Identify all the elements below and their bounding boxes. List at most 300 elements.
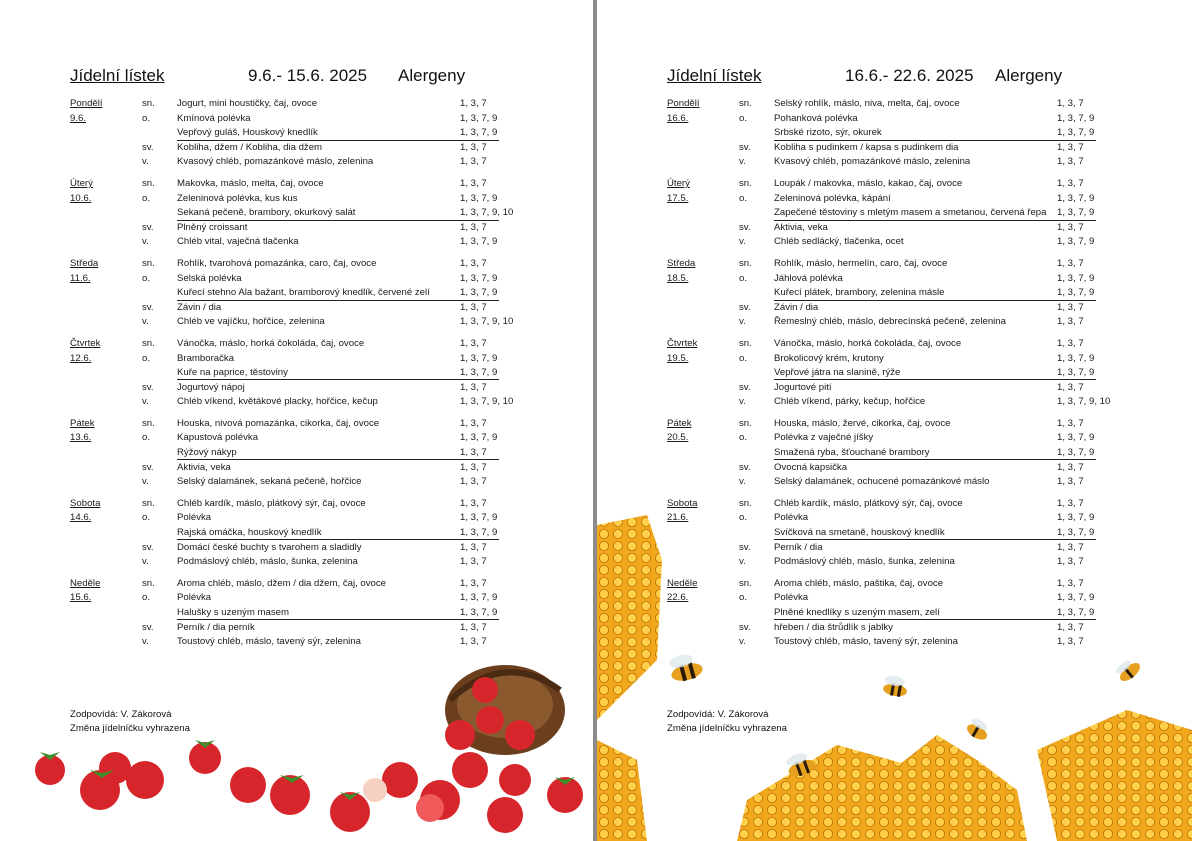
meal-type: v. <box>739 636 746 648</box>
day-name: Neděle <box>667 577 698 589</box>
allergen-codes: 1, 3, 7, 9 <box>460 112 498 124</box>
dish-name: Kuře na paprice, těstoviny <box>177 367 288 379</box>
day-date: 14.6. <box>70 512 92 524</box>
allergen-codes: 1, 3, 7, 9 <box>1057 527 1095 539</box>
menu-row <box>70 395 530 410</box>
menu-date-range: 9.6.- 15.6. 2025 <box>248 66 368 85</box>
meal-type: o. <box>739 352 748 364</box>
menu-row <box>70 431 530 446</box>
menu-row <box>667 141 1127 156</box>
menu-row <box>70 541 530 556</box>
dish-name: Kobliha s pudinkem / kapsa s pudinkem dia <box>774 141 959 153</box>
allergen-codes: 1, 3, 7, 9 <box>1057 287 1095 299</box>
day-name: Úterý <box>70 177 93 189</box>
dish-name: Svíčková na smetaně, houskový knedlík <box>774 527 945 539</box>
allergen-codes: 1, 3, 7, 9, 10 <box>460 207 514 219</box>
allergen-codes: 1, 3, 7 <box>460 636 487 648</box>
dish-name: Aktivia, veka <box>177 461 231 473</box>
day-name: Sobota <box>667 497 698 509</box>
allergen-codes: 1, 3, 7, 9 <box>460 127 498 139</box>
menu-row <box>667 635 1127 650</box>
menu-row <box>70 155 530 170</box>
meal-type: v. <box>739 236 746 248</box>
meal-type: v. <box>142 556 149 568</box>
day-date: 11.6. <box>70 272 91 284</box>
menu-row <box>70 591 530 606</box>
meal-type: v. <box>739 556 746 568</box>
dish-name: Řemeslný chléb, máslo, debrecínská pečeně, zelenina <box>774 316 1006 328</box>
allergen-codes: 1, 3, 7, 9 <box>1057 127 1095 139</box>
dish-name: Selský dalamánek, sekaná pečeně, hořčice <box>177 476 362 488</box>
meal-type: o. <box>739 592 748 604</box>
menu-row <box>70 621 530 636</box>
dish-name: Selský dalamánek, ochucené pomazánkové máslo <box>774 476 990 488</box>
meal-type: sn. <box>142 577 155 589</box>
dish-name: Aroma chléb, máslo, džem / dia džem, čaj, ovoce <box>177 577 387 589</box>
dish-name: Rohlík, máslo, hermelín, caro, čaj, ovoce <box>774 257 948 269</box>
dish-name: Bramboračka <box>177 352 235 364</box>
menu-row <box>667 301 1127 316</box>
allergen-codes: 1, 3, 7 <box>460 337 487 349</box>
meal-type: sv. <box>142 461 154 473</box>
day-block <box>70 177 530 250</box>
day-name: Pondělí <box>70 98 103 109</box>
day-date: 13.6. <box>70 432 92 444</box>
menu-row <box>70 301 530 316</box>
menu-row <box>70 366 530 381</box>
menu-row <box>667 417 1127 432</box>
meal-type: sn. <box>739 337 752 349</box>
day-name: Sobota <box>70 497 101 509</box>
dish-name: Perník / dia <box>774 541 823 553</box>
dish-name: Chléb víkend, květákové placky, hořčice, kečup <box>177 396 378 408</box>
allergen-codes: 1, 3, 7, 9 <box>460 432 498 444</box>
allergen-codes: 1, 3, 7 <box>1057 497 1084 509</box>
day-block <box>667 577 1127 650</box>
meal-type: o. <box>142 272 151 284</box>
menu-row <box>667 511 1127 526</box>
menu-row <box>667 621 1127 636</box>
dish-name: Podmáslový chléb, máslo, šunka, zelenina <box>177 556 358 568</box>
menu-footer <box>70 708 190 736</box>
dish-name: Kobliha, džem / Kobliha, dia džem <box>177 141 323 153</box>
dish-name: Chléb sedlácký, tlačenka, ocet <box>774 236 904 248</box>
menu-row <box>70 177 530 192</box>
change-notice: Změna jídelníčku vyhrazena <box>667 723 787 734</box>
meal-type: sv. <box>739 301 751 313</box>
meal-type: sn. <box>142 497 155 509</box>
dish-name: Jogurt, mini houstičky, čaj, ovoce <box>177 98 318 109</box>
day-block <box>667 257 1127 330</box>
day-block <box>667 337 1127 410</box>
meal-type: sv. <box>142 221 154 233</box>
menu-row <box>70 337 530 352</box>
day-name: Čtvrtek <box>70 337 101 349</box>
allergen-codes: 1, 3, 7, 9 <box>1057 207 1095 219</box>
dish-name: Polévka z vaječné jíšky <box>774 432 874 444</box>
day-name: Pátek <box>70 417 95 429</box>
meal-type: v. <box>739 156 746 168</box>
menu-row <box>667 286 1127 301</box>
dish-name: Polévka <box>774 512 809 524</box>
meal-type: sv. <box>739 221 751 233</box>
menu-row <box>70 461 530 476</box>
menu-row <box>70 381 530 396</box>
allergen-codes: 1, 3, 7 <box>460 98 487 109</box>
allergen-codes: 1, 3, 7 <box>460 497 487 509</box>
allergen-codes: 1, 3, 7 <box>1057 476 1084 488</box>
day-name: Středa <box>667 257 696 269</box>
dish-name: Chléb kardík, máslo, plátkový sýr, čaj, ovoce <box>177 497 366 509</box>
allergen-codes: 1, 3, 7, 9, 10 <box>1057 396 1111 408</box>
allergen-codes: 1, 3, 7 <box>1057 221 1084 233</box>
dish-name: Zapečené těstoviny s mletým masem a smetanou, červená řepa <box>774 207 1047 219</box>
menu-row <box>667 177 1127 192</box>
dish-name: Loupák / makovka, máslo, kakao, čaj, ovoce <box>774 177 963 189</box>
allergen-codes: 1, 3, 7 <box>1057 257 1084 269</box>
meal-type: v. <box>142 636 149 648</box>
day-date: 15.6. <box>70 592 92 604</box>
allergen-codes: 1, 3, 7, 9 <box>1057 607 1095 618</box>
meal-type: o. <box>739 112 748 124</box>
allergen-codes: 1, 3, 7, 9 <box>460 592 498 604</box>
allergen-codes: 1, 3, 7 <box>460 156 487 168</box>
allergen-codes: 1, 3, 7, 9 <box>1057 112 1095 124</box>
day-block <box>667 497 1127 570</box>
dish-name: Rajská omáčka, houskový knedlík <box>177 527 322 539</box>
allergen-codes: 1, 3, 7 <box>460 621 487 633</box>
responsible-person: Zodpovídá: V. Zákorová <box>667 709 769 720</box>
day-date: 16.6. <box>667 112 689 124</box>
menu-row <box>70 417 530 432</box>
dish-name: Závin / dia <box>177 301 222 313</box>
menu-row <box>70 555 530 570</box>
allergen-codes: 1, 3, 7, 9 <box>1057 432 1095 444</box>
meal-type: o. <box>142 112 151 124</box>
day-name: Středa <box>70 257 99 269</box>
meal-type: o. <box>739 192 748 204</box>
allergen-codes: 1, 3, 7, 9 <box>460 352 498 364</box>
dish-name: Srbské rizoto, sýr, okurek <box>774 127 882 139</box>
day-date: 10.6. <box>70 192 92 204</box>
dish-name: Selský rohlík, máslo, niva, melta, čaj, ovoce <box>774 98 960 109</box>
allergen-codes: 1, 3, 7, 9 <box>1057 192 1095 204</box>
meal-type: sn. <box>142 257 155 269</box>
menu-page-week-1 <box>0 0 593 841</box>
menu-row <box>667 315 1127 330</box>
menu-row <box>667 272 1127 287</box>
menu-row <box>667 497 1127 512</box>
allergen-codes: 1, 3, 7 <box>1057 141 1084 153</box>
dish-name: Halušky s uzeným masem <box>177 607 289 618</box>
allergen-codes: 1, 3, 7, 9 <box>460 512 498 524</box>
dish-name: Jogurtové pití <box>774 381 832 393</box>
meal-type: sn. <box>739 257 752 269</box>
menu-row <box>667 112 1127 127</box>
menu-row <box>667 97 1127 112</box>
allergen-codes: 1, 3, 7 <box>460 221 487 233</box>
menu-row <box>70 446 530 461</box>
allergen-codes: 1, 3, 7 <box>1057 156 1084 168</box>
meal-type: sn. <box>739 177 752 189</box>
allergen-codes: 1, 3, 7 <box>460 476 487 488</box>
day-name: Úterý <box>667 177 690 189</box>
dish-name: Jogurtový nápoj <box>177 381 245 393</box>
menu-row <box>70 272 530 287</box>
dish-name: Rohlík, tvarohová pomazánka, caro, čaj, ovoce <box>177 257 377 269</box>
meal-type: v. <box>739 316 746 328</box>
menu-row <box>667 541 1127 556</box>
menu-row <box>70 577 530 592</box>
dish-name: Závin / dia <box>774 301 819 313</box>
allergen-codes: 1, 3, 7 <box>1057 301 1084 313</box>
meal-type: o. <box>739 512 748 524</box>
allergen-codes: 1, 3, 7 <box>1057 577 1084 589</box>
meal-type: o. <box>142 512 151 524</box>
allergen-codes: 1, 3, 7 <box>460 417 487 429</box>
menu-row <box>667 257 1127 272</box>
day-block <box>667 417 1127 490</box>
menu-row <box>667 431 1127 446</box>
allergen-codes: 1, 3, 7, 9 <box>460 527 498 539</box>
dish-name: Plněný croissant <box>177 221 248 233</box>
menu-row <box>70 352 530 367</box>
meal-type: v. <box>142 316 149 328</box>
allergen-codes: 1, 3, 7 <box>460 141 487 153</box>
dish-name: Plněné knedlíky s uzeným masem, zelí <box>774 607 940 618</box>
dish-name: Toustový chléb, máslo, tavený sýr, zelenina <box>774 636 958 648</box>
menu-row <box>70 511 530 526</box>
dish-name: Kvasový chléb, pomazánkové máslo, zelenina <box>177 156 374 168</box>
day-block <box>70 497 530 570</box>
dish-name: Chléb ve vajíčku, hořčice, zelenina <box>177 316 325 328</box>
allergens-heading: Alergeny <box>398 66 466 85</box>
dish-name: Kuřecí stehno Ala bažant, bramborový knedlík, červené zelí <box>177 287 430 299</box>
allergen-codes: 1, 3, 7, 9 <box>460 607 498 618</box>
meal-type: o. <box>142 192 151 204</box>
menu-header <box>667 66 1107 90</box>
menu-row <box>667 155 1127 170</box>
meal-type: sn. <box>142 337 155 349</box>
day-block <box>70 577 530 650</box>
meal-type: sn. <box>739 417 752 429</box>
day-name: Čtvrtek <box>667 337 698 349</box>
day-name: Pondělí <box>667 98 700 109</box>
meal-type: sv. <box>142 141 154 153</box>
meal-type: sv. <box>739 621 751 633</box>
menu-row <box>667 352 1127 367</box>
allergen-codes: 1, 3, 7 <box>1057 98 1084 109</box>
dish-name: Houska, nivová pomazánka, cikorka, čaj, ovoce <box>177 417 380 429</box>
meal-type: o. <box>739 272 748 284</box>
menu-row <box>667 206 1127 221</box>
menu-row <box>70 497 530 512</box>
meal-type: sn. <box>739 577 752 589</box>
dish-name: Aktivia, veka <box>774 221 828 233</box>
menu-row <box>70 635 530 650</box>
menu-row <box>667 381 1127 396</box>
allergen-codes: 1, 3, 7, 9 <box>1057 447 1095 459</box>
responsible-person: Zodpovídá: V. Zákorová <box>70 709 172 720</box>
dish-name: Ovocná kapsička <box>774 461 848 473</box>
menu-row <box>667 577 1127 592</box>
allergen-codes: 1, 3, 7, 9 <box>1057 236 1095 248</box>
allergen-codes: 1, 3, 7 <box>460 381 487 393</box>
menu-row <box>70 257 530 272</box>
allergen-codes: 1, 3, 7, 9 <box>460 236 498 248</box>
allergen-codes: 1, 3, 7, 9 <box>1057 512 1095 524</box>
day-date: 9.6. <box>70 112 87 124</box>
dish-name: Zeleninová polévka, kápání <box>774 192 891 204</box>
meal-type: sv. <box>739 461 751 473</box>
meal-type: sv. <box>739 541 751 553</box>
menu-row <box>667 192 1127 207</box>
dish-name: Jáhlová polévka <box>774 272 843 284</box>
allergen-codes: 1, 3, 7, 9 <box>460 287 498 299</box>
meal-type: o. <box>142 352 151 364</box>
dish-name: Chléb víkend, párky, kečup, hořčice <box>774 396 926 408</box>
menu-row <box>70 221 530 236</box>
allergen-codes: 1, 3, 7 <box>1057 177 1084 189</box>
day-name: Pátek <box>667 417 692 429</box>
meal-type: sv. <box>142 381 154 393</box>
day-name: Neděle <box>70 577 101 589</box>
allergen-codes: 1, 3, 7, 9 <box>1057 367 1095 379</box>
day-date: 21.6. <box>667 512 689 524</box>
menu-row <box>70 606 530 621</box>
menu-page-week-2 <box>597 0 1192 841</box>
dish-name: Kuřecí plátek, brambory, zelenina másle <box>774 287 945 299</box>
dish-name: Pohanková polévka <box>774 112 858 124</box>
menu-table <box>70 97 530 657</box>
meal-type: o. <box>739 432 748 444</box>
dish-name: Zeleninová polévka, kus kus <box>177 192 298 204</box>
meal-type: sv. <box>739 141 751 153</box>
allergen-codes: 1, 3, 7, 9 <box>460 367 498 379</box>
day-date: 22.6. <box>667 592 689 604</box>
meal-type: o. <box>142 592 151 604</box>
dish-name: Rýžový nákyp <box>177 447 237 459</box>
menu-row <box>70 315 530 330</box>
day-date: 17.5. <box>667 192 689 204</box>
meal-type: o. <box>142 432 151 444</box>
meal-type: sn. <box>739 98 752 109</box>
menu-header <box>70 66 510 90</box>
allergen-codes: 1, 3, 7, 9 <box>1057 352 1095 364</box>
dish-name: Houska, máslo, žervé, cikorka, čaj, ovoce <box>774 417 951 429</box>
allergens-heading: Alergeny <box>995 66 1063 85</box>
menu-footer <box>667 708 787 736</box>
dish-name: Perník / dia perník <box>177 621 255 633</box>
menu-row <box>667 337 1127 352</box>
meal-type: sn. <box>739 497 752 509</box>
day-date: 18.5. <box>667 272 689 284</box>
meal-type: v. <box>142 476 149 488</box>
menu-row <box>70 286 530 301</box>
meal-type: v. <box>739 396 746 408</box>
allergen-codes: 1, 3, 7 <box>460 257 487 269</box>
allergen-codes: 1, 3, 7 <box>1057 541 1084 553</box>
dish-name: Smažená ryba, šťouchané brambory <box>774 447 930 459</box>
day-block <box>667 97 1127 170</box>
menu-row <box>667 235 1127 250</box>
dish-name: Chléb vital, vaječná tlačenka <box>177 236 299 248</box>
menu-title: Jídelní lístek <box>70 66 165 85</box>
allergen-codes: 1, 3, 7 <box>460 461 487 473</box>
allergen-codes: 1, 3, 7 <box>460 301 487 313</box>
menu-row <box>70 112 530 127</box>
dish-name: Brokolicový krém, krutony <box>774 352 884 364</box>
dish-name: Aroma chléb, máslo, paštika, čaj, ovoce <box>774 577 944 589</box>
allergen-codes: 1, 3, 7, 9 <box>1057 592 1095 604</box>
dish-name: Selská polévka <box>177 272 242 284</box>
dish-name: Makovka, máslo, melta, čaj, ovoce <box>177 177 324 189</box>
dish-name: Vepřový guláš, Houskový knedlík <box>177 127 318 139</box>
allergen-codes: 1, 3, 7 <box>1057 621 1084 633</box>
allergen-codes: 1, 3, 7 <box>1057 381 1084 393</box>
day-block <box>70 337 530 410</box>
menu-row <box>667 395 1127 410</box>
allergen-codes: 1, 3, 7 <box>1057 556 1084 568</box>
meal-type: v. <box>142 236 149 248</box>
menu-row <box>70 206 530 221</box>
meal-type: v. <box>142 156 149 168</box>
allergen-codes: 1, 3, 7 <box>460 556 487 568</box>
allergen-codes: 1, 3, 7, 9, 10 <box>460 316 514 328</box>
meal-type: sn. <box>142 177 155 189</box>
allergen-codes: 1, 3, 7, 9 <box>460 272 498 284</box>
menu-row <box>667 221 1127 236</box>
menu-row <box>70 192 530 207</box>
menu-row <box>70 141 530 156</box>
allergen-codes: 1, 3, 7 <box>460 577 487 589</box>
dish-name: Sekaná pečeně, brambory, okurkový salát <box>177 207 356 219</box>
meal-type: sv. <box>142 301 154 313</box>
menu-row <box>667 366 1127 381</box>
day-block <box>70 417 530 490</box>
dish-name: Vánočka, máslo, horká čokoláda, čaj, ovoce <box>774 337 962 349</box>
allergen-codes: 1, 3, 7, 9 <box>1057 272 1095 284</box>
allergen-codes: 1, 3, 7 <box>1057 636 1084 648</box>
allergen-codes: 1, 3, 7, 9, 10 <box>460 396 514 408</box>
menu-row <box>667 555 1127 570</box>
meal-type: sn. <box>142 98 155 109</box>
menu-date-range: 16.6.- 22.6. 2025 <box>845 66 974 85</box>
dish-name: Kmínová polévka <box>177 112 251 124</box>
menu-title: Jídelní lístek <box>667 66 762 85</box>
menu-row <box>70 235 530 250</box>
dish-name: Chléb kardík, máslo, plátkový sýr, čaj, ovoce <box>774 497 963 509</box>
menu-row <box>70 475 530 490</box>
menu-row <box>667 461 1127 476</box>
dish-name: Vánočka, máslo, horká čokoláda, čaj, ovoce <box>177 337 365 349</box>
meal-type: sn. <box>142 417 155 429</box>
day-block <box>667 177 1127 250</box>
allergen-codes: 1, 3, 7 <box>1057 337 1084 349</box>
meal-type: sv. <box>739 381 751 393</box>
dish-name: Domácí české buchty s tvarohem a sladidly <box>177 541 362 553</box>
menu-row <box>70 97 530 112</box>
allergen-codes: 1, 3, 7, 9 <box>460 192 498 204</box>
dish-name: Podmáslový chléb, máslo, šunka, zelenina <box>774 556 955 568</box>
dish-name: Kvasový chléb, pomazánkové máslo, zelenina <box>774 156 971 168</box>
dish-name: Toustový chléb, máslo, tavený sýr, zelenina <box>177 636 361 648</box>
meal-type: v. <box>142 396 149 408</box>
menu-row <box>667 526 1127 541</box>
dish-name: Polévka <box>177 512 212 524</box>
menu-row <box>667 126 1127 141</box>
dish-name: Vepřové játra na slanině, rýže <box>774 367 901 379</box>
